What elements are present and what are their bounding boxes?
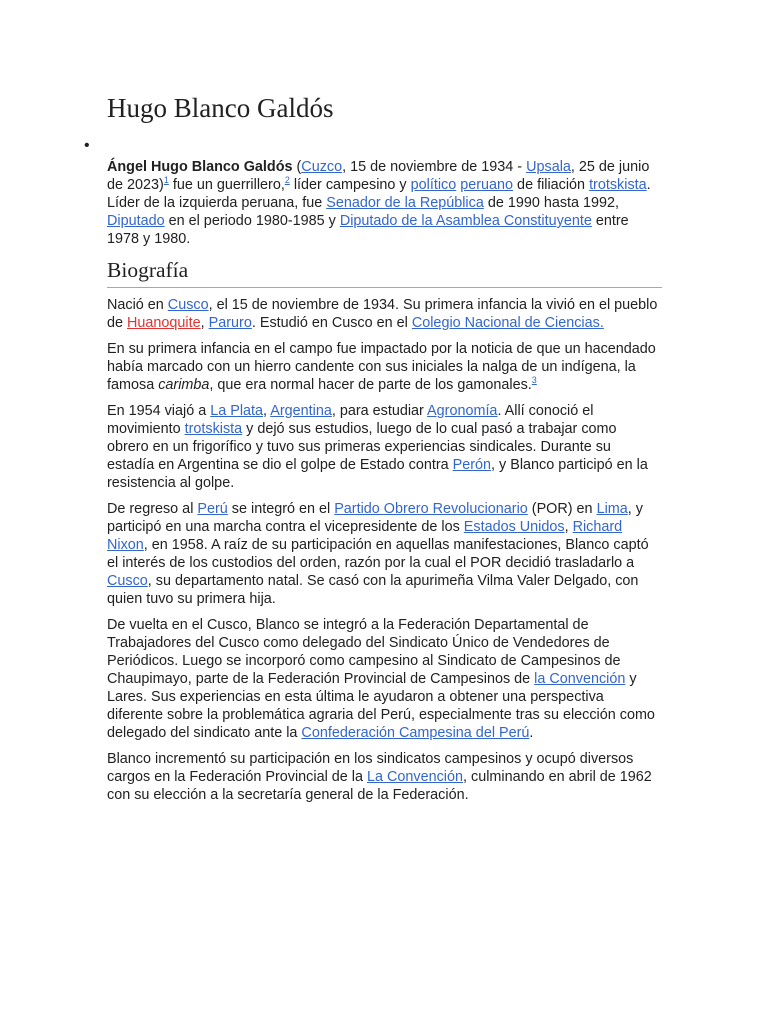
text: , 15 de noviembre de 1934 - xyxy=(342,159,527,175)
link-argentina[interactable]: Argentina xyxy=(270,403,332,419)
section-heading-biografia: Biografía xyxy=(107,256,662,288)
link-richard-nixon[interactable]: Richard Nixon xyxy=(107,519,623,553)
link-cusco-2[interactable]: Cusco xyxy=(107,573,148,589)
text: . Estudió en Cusco en el xyxy=(251,315,412,331)
link-senador[interactable]: Senador de la República xyxy=(326,195,484,211)
link-paruro[interactable]: Paruro xyxy=(208,315,252,331)
text: . Allí conoció el movimiento xyxy=(107,403,594,437)
text: , y Blanco participó en la resistencia al golpe. xyxy=(107,457,648,491)
text: Nació en xyxy=(107,297,168,313)
subject-name: Ángel Hugo Blanco Galdós xyxy=(107,159,293,175)
text: líder campesino y xyxy=(289,177,411,193)
link-diputado[interactable]: Diputado xyxy=(107,213,165,229)
text: y Lares. Sus experiencias en esta última le ayudaron a obtener una perspectiva diferente sobre la problemática agraria del Perú, especialmente tras su elección como delegado del sindicato ante la xyxy=(107,671,655,741)
link-trotskista[interactable]: trotskista xyxy=(589,177,647,193)
text: , y participó en una marcha contra el vicepresidente de los xyxy=(107,501,643,535)
bio-paragraph-5 xyxy=(107,616,662,742)
bio-paragraph-6 xyxy=(107,750,662,804)
link-agronomia[interactable]: Agronomía xyxy=(427,403,498,419)
bullet-icon: • xyxy=(84,137,90,154)
text: En 1954 viajó a xyxy=(107,403,211,419)
link-trotskista-2[interactable]: trotskista xyxy=(184,421,243,437)
link-peron[interactable]: Perón xyxy=(452,457,492,473)
article xyxy=(84,90,662,812)
link-confederacion[interactable]: Confederación Campesina del Perú xyxy=(301,725,530,741)
text: , xyxy=(263,403,271,419)
link-partido[interactable]: Partido Obrero Revolucionario xyxy=(334,501,528,517)
text: entre 1978 y 1980. xyxy=(107,213,629,247)
link-politico[interactable]: político xyxy=(410,177,457,193)
text: , xyxy=(564,519,573,535)
text: . Líder de la izquierda peruana, fue xyxy=(107,177,651,211)
page-title: Hugo Blanco Galdós xyxy=(107,93,334,123)
text: , que era normal hacer de parte de los gamonales. xyxy=(209,377,532,393)
link-la-convencion-2[interactable]: La Convención xyxy=(366,769,463,785)
link-la-convencion[interactable]: la Convención xyxy=(534,671,626,687)
text: ( xyxy=(292,159,302,175)
link-peru[interactable]: Perú xyxy=(197,501,228,517)
text: se integró en el xyxy=(227,501,335,517)
text: y dejó sus estudios, luego de lo cual pasó a trabajar como obrero en un frigorífico y tuvo sus primeras experiencias sindicales. Durante su estadía en Argentina se dio el golpe de Estado contra xyxy=(107,421,617,473)
text: . xyxy=(529,725,534,741)
text: fue un guerrillero, xyxy=(168,177,285,193)
text: De regreso al xyxy=(107,501,198,517)
link-lima[interactable]: Lima xyxy=(596,501,628,517)
text: , en 1958. A raíz de su participación en aquellas manifestaciones, Blanco captó el interés de los custodios del orden, razón por la cual el POR decidió trasladarlo a xyxy=(107,537,649,571)
link-estados-unidos[interactable]: Estados Unidos xyxy=(463,519,565,535)
link-cusco[interactable]: Cusco xyxy=(167,297,209,313)
bio-paragraph-4 xyxy=(107,500,662,608)
text: en el periodo 1980-1985 y xyxy=(164,213,340,229)
bullet-row xyxy=(84,137,662,158)
italic-term: carimba xyxy=(158,377,210,393)
link-cuzco[interactable]: Cuzco xyxy=(301,159,343,175)
link-upsala[interactable]: Upsala xyxy=(526,159,571,175)
footnote-ref-2[interactable]: 2 xyxy=(284,175,290,186)
footnote-ref-3[interactable]: 3 xyxy=(531,375,537,386)
bio-paragraph-2 xyxy=(107,340,662,394)
text: De vuelta en el Cusco, Blanco se integró a la Federación Departamental de Trabajadores del Cusco como delegado del Sindicato Único de Vendedores de Periódicos. Luego se incorporó como campesino al Sindicato de Campesinos de Chaupimayo, parte de la Federación Provincial de Campesinos de xyxy=(107,617,621,687)
text: de 1990 hasta 1992, xyxy=(483,195,620,211)
text: (POR) en xyxy=(527,501,597,517)
footnote-ref-1[interactable]: 1 xyxy=(163,175,169,186)
text: En su primera infancia en el campo fue impactado por la noticia de que un hacendado había marcado con un hierro candente con sus iniciales la nalga de un indígena, la famosa xyxy=(107,341,656,393)
text: Blanco incrementó su participación en los sindicatos campesinos y ocupó diversos cargos en la Federación Provincial de la xyxy=(107,751,634,785)
text: , culminando en abril de 1962 con su elección a la secretaría general de la Federación. xyxy=(107,769,652,803)
text: , 25 de junio de 2023) xyxy=(107,159,650,193)
bio-paragraph-1 xyxy=(107,296,662,332)
link-colegio[interactable]: Colegio Nacional de Ciencias. xyxy=(411,315,604,331)
text: de filiación xyxy=(513,177,590,193)
bio-paragraph-3 xyxy=(107,402,662,492)
link-peruano[interactable]: peruano xyxy=(460,177,514,193)
text: , para estudiar xyxy=(331,403,428,419)
text: , xyxy=(200,315,209,331)
text: , su departamento natal. Se casó con la apurimeña Vilma Valer Delgado, con quien tuvo su primera hija. xyxy=(107,573,639,607)
link-la-plata[interactable]: La Plata xyxy=(210,403,264,419)
link-asamblea[interactable]: Diputado de la Asamblea Constituyente xyxy=(339,213,592,229)
intro-paragraph xyxy=(107,158,662,248)
link-huanoquite[interactable]: Huanoquite xyxy=(127,315,201,331)
text: , el 15 de noviembre de 1934. Su primera infancia la vivió en el pueblo de xyxy=(107,297,658,331)
